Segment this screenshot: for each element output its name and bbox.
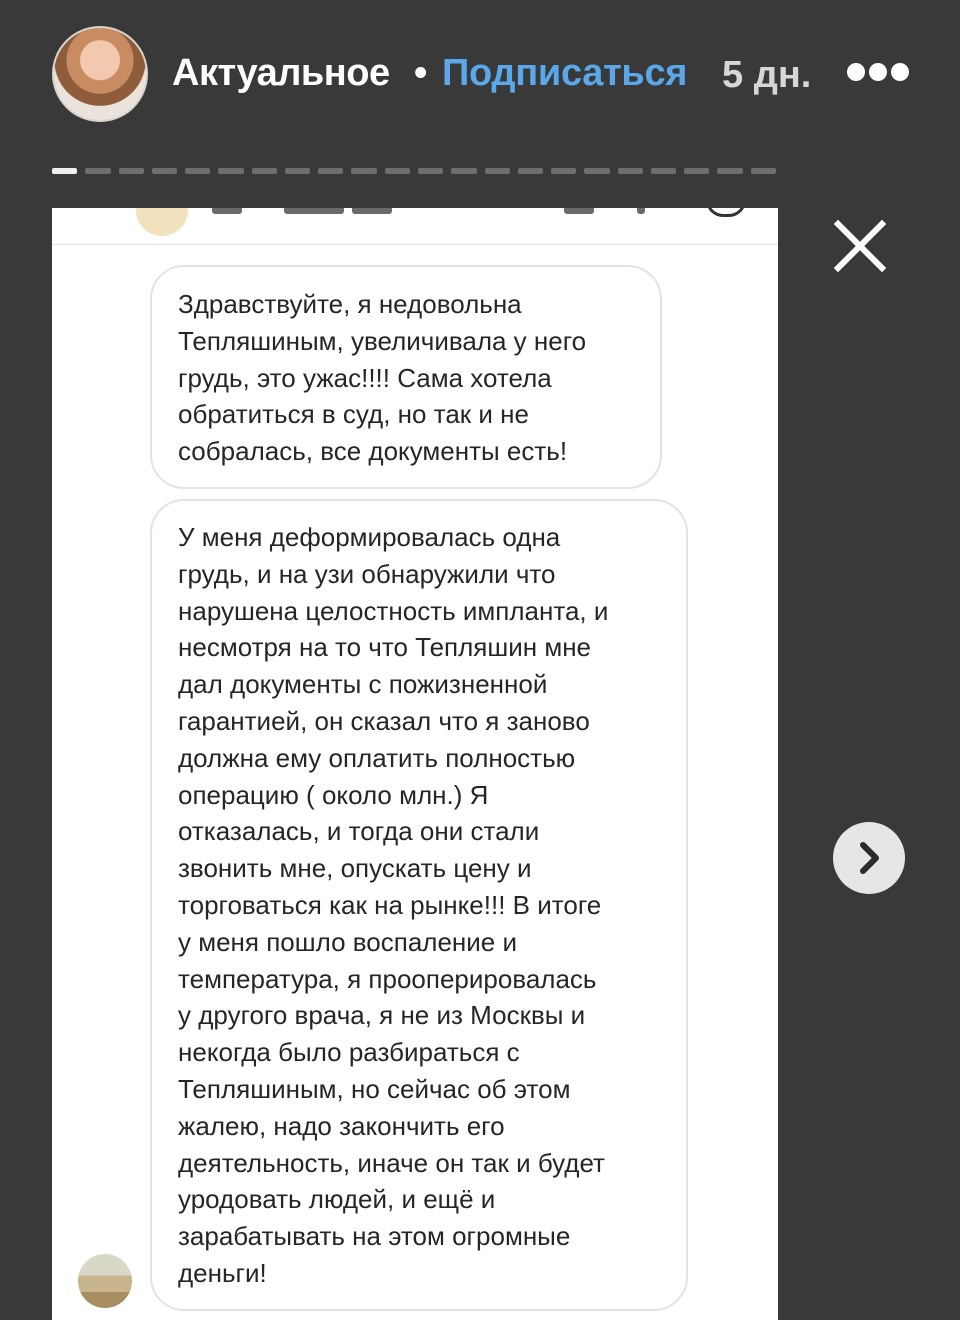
message-line: торговаться как на рынке!!! В итоге	[178, 889, 602, 920]
message-line: отказалась, и тогда они стали	[178, 816, 540, 847]
progress-segment	[584, 168, 609, 174]
progress-segment	[152, 168, 177, 174]
more-dots-icon[interactable]	[845, 61, 911, 83]
screenshot-dm-header	[52, 208, 778, 245]
message-line: грудь, это ужас!!!! Сама хотела	[178, 362, 552, 393]
progress-segment	[451, 168, 476, 174]
message-line: у меня пошло воспаление и	[178, 926, 518, 957]
message-line: Здравствуйте, я недовольна	[178, 289, 522, 319]
progress-segment	[618, 168, 643, 174]
close-icon[interactable]	[832, 218, 888, 274]
story-progress-bar	[52, 168, 776, 174]
message-line: Тепляшиным, увеличивала у него	[178, 325, 587, 356]
dm-header-fragment	[564, 208, 594, 214]
progress-segment	[485, 168, 510, 174]
progress-segment	[285, 168, 310, 174]
message-line: собралась, все документы есть!	[178, 436, 568, 467]
message-line: операцию ( около млн.) Я	[178, 779, 489, 810]
dm-info-icon	[706, 208, 746, 217]
dm-header-fragment	[352, 208, 392, 214]
progress-segment	[518, 168, 543, 174]
message-line: у другого врача, я не из Москвы и	[178, 1000, 586, 1031]
dm-avatar	[136, 208, 188, 236]
highlight-title[interactable]: Актуальное	[172, 52, 390, 94]
progress-segment	[185, 168, 210, 174]
progress-segment	[318, 168, 343, 174]
message-line: несмотря на то что Тепляшин мне	[178, 632, 592, 663]
message-line: температура, я прооперировалась	[178, 963, 597, 994]
message-bubble	[150, 265, 662, 489]
message-line: деятельность, иначе он так и будет	[178, 1147, 605, 1178]
progress-segment	[218, 168, 243, 174]
progress-segment	[119, 168, 144, 174]
message-line: некогда было разбираться с	[178, 1037, 520, 1068]
progress-segment	[418, 168, 443, 174]
progress-segment	[52, 168, 77, 174]
message-line: уродовать людей, и ещё и	[178, 1184, 496, 1215]
dm-header-fragment	[637, 208, 645, 214]
message-line: должна ему оплатить полностью	[178, 742, 576, 773]
dm-header-fragment	[212, 208, 242, 214]
message-line: Тепляшиным, но сейчас об этом	[178, 1073, 571, 1104]
progress-segment	[385, 168, 410, 174]
sender-avatar	[78, 1254, 132, 1308]
message-line: грудь, и на узи обнаружили что	[178, 558, 556, 589]
message-line: дал документы с пожизненной	[178, 669, 548, 700]
message-bubble	[150, 499, 688, 1311]
profile-avatar[interactable]	[52, 26, 148, 122]
message-line: У меня деформировалась одна	[178, 522, 561, 552]
progress-segment	[717, 168, 742, 174]
progress-segment	[551, 168, 576, 174]
message-line: зарабатывать на этом огромные	[178, 1221, 571, 1252]
message-line: жалею, надо закончить его	[178, 1110, 505, 1141]
story-card[interactable]	[52, 208, 778, 1320]
progress-segment	[684, 168, 709, 174]
progress-segment	[351, 168, 376, 174]
message-line: деньги!	[178, 1257, 267, 1288]
message-line: гарантией, он сказал что я заново	[178, 705, 590, 736]
dm-header-fragment	[284, 208, 344, 214]
message-line: звонить мне, опускать цену и	[178, 853, 532, 884]
follow-button[interactable]: Подписаться	[442, 52, 688, 94]
progress-segment	[651, 168, 676, 174]
story-timestamp: 5 дн.	[722, 54, 812, 96]
story-header	[0, 0, 960, 150]
chevron-right-icon	[833, 822, 905, 894]
progress-segment	[751, 168, 776, 174]
progress-segment	[252, 168, 277, 174]
next-story-button[interactable]	[833, 822, 905, 894]
message-line: нарушена целостность импланта, и	[178, 595, 609, 626]
progress-segment	[85, 168, 110, 174]
title-separator: •	[414, 52, 428, 94]
message-line: обратиться в суд, но так и не	[178, 399, 529, 430]
